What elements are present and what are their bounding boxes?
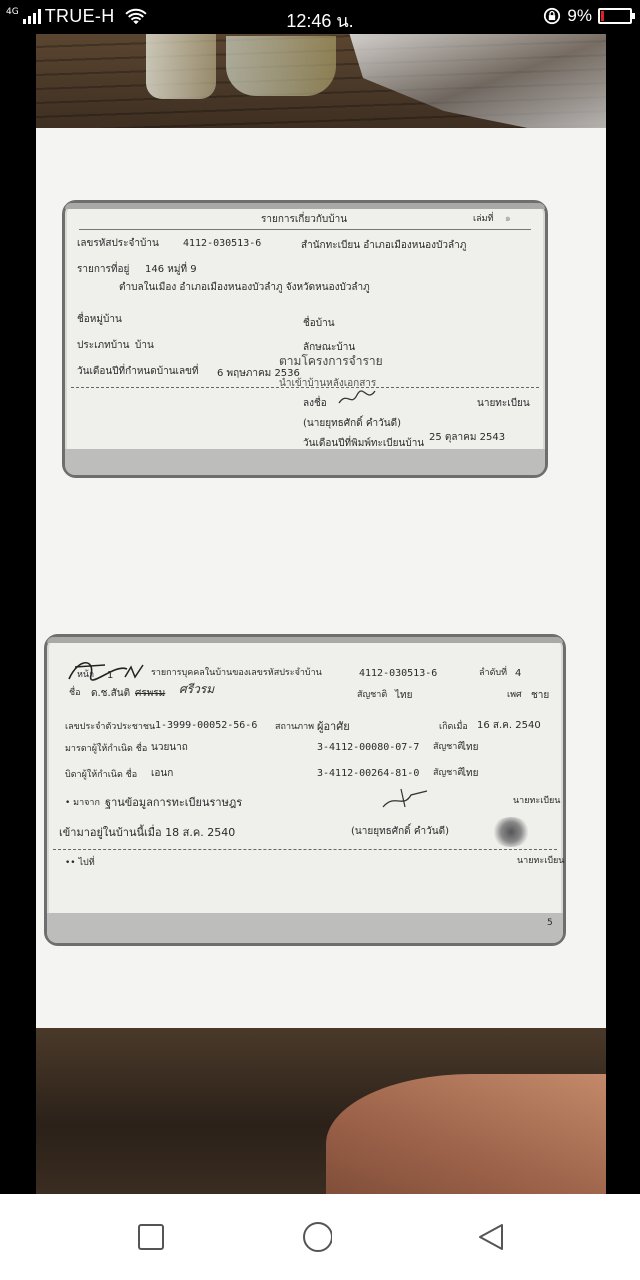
moved-from: ฐานข้อมูลการทะเบียนราษฎร bbox=[105, 796, 243, 809]
person-card-title: รายการบุคคลในบ้านของเลขรหัสประจำบ้าน bbox=[151, 668, 322, 678]
carrier-name: TRUE-H bbox=[44, 6, 115, 26]
order-label: ลำดับที่ bbox=[479, 668, 508, 678]
moved-out-label: •• ไปที่ bbox=[65, 858, 95, 868]
moved-in-text: เข้ามาอยู่ในบ้านนี้เมื่อ 18 ส.ค. 2540 bbox=[59, 826, 236, 839]
card-edge bbox=[47, 637, 563, 643]
nationality-label: สัญชาติ bbox=[357, 690, 388, 700]
person-name: ด.ช.สันติ bbox=[91, 688, 131, 699]
battery-icon bbox=[598, 8, 632, 24]
address-label: รายการที่อยู่ bbox=[77, 264, 130, 275]
card-footer-band bbox=[65, 449, 545, 475]
mother-id: 3-4112-00080-07-7 bbox=[317, 742, 420, 753]
house-info-card bbox=[62, 200, 548, 478]
id-label: เลขประจำตัวประชาชน bbox=[65, 722, 156, 732]
square-icon bbox=[137, 1223, 165, 1251]
navigation-bar bbox=[0, 1194, 640, 1280]
address-line1: 146 หมู่ที่ 9 bbox=[145, 264, 197, 275]
print-date: 25 ตุลาคม 2543 bbox=[429, 432, 506, 443]
back-triangle-icon bbox=[476, 1222, 506, 1252]
address-line2: ตำบลในเมือง อำเภอเมืองหนองบัวลำภู จังหวัดหนองบัวลำภู bbox=[119, 282, 370, 293]
dashed-separator bbox=[71, 387, 539, 388]
house-code-label: เลขรหัสประจำบ้าน bbox=[77, 238, 159, 249]
person-info-card bbox=[44, 634, 566, 946]
nationality: ไทย bbox=[395, 690, 413, 701]
mother-name: นวยนาถ bbox=[151, 742, 188, 753]
house-code: 4112-030513-6 bbox=[183, 238, 262, 249]
mother-label: มารดาผู้ให้กำเนิด ชื่อ bbox=[65, 744, 148, 754]
father-name: เอนก bbox=[151, 768, 174, 779]
status-right bbox=[543, 6, 632, 26]
header-rule bbox=[79, 229, 531, 230]
name-label: ชื่อ bbox=[69, 688, 81, 698]
house-type: บ้าน bbox=[135, 340, 154, 351]
recent-apps-button[interactable] bbox=[136, 1222, 166, 1252]
clock: 12:46 น. bbox=[286, 11, 354, 31]
card-edge bbox=[65, 203, 545, 209]
book-no-label: เล่มที่ bbox=[473, 214, 494, 224]
registrar-label: นายทะเบียน bbox=[477, 398, 530, 409]
book-no-value: ๑ bbox=[505, 214, 511, 224]
house-card-title: รายการเกี่ยวกับบ้าน bbox=[261, 214, 348, 225]
glass-object-2 bbox=[226, 36, 336, 96]
paper-sheet bbox=[36, 128, 606, 1028]
sign-label: ลงชื่อ bbox=[303, 398, 327, 409]
page-label: หน้า bbox=[77, 670, 95, 680]
sex-label: เพศ bbox=[507, 690, 522, 700]
battery-percent: 9% bbox=[567, 6, 592, 25]
order-no: 4 bbox=[515, 668, 522, 679]
stamp-text-1: ตามโครงการจำราย bbox=[279, 354, 383, 368]
house-code-2: 4112-030513-6 bbox=[359, 668, 438, 679]
home-button[interactable] bbox=[302, 1222, 332, 1252]
father-id: 3-4112-00264-81-0 bbox=[317, 768, 420, 779]
status-label: สถานภาพ bbox=[275, 722, 315, 732]
surname-struck: ศรพรม bbox=[135, 688, 166, 699]
dashed-separator-2 bbox=[53, 849, 557, 850]
registry-office: สำนักทะเบียน อำเภอเมืองหนองบัวลำภู bbox=[301, 240, 467, 251]
signature-2 bbox=[381, 787, 431, 813]
card-footer-band bbox=[47, 913, 563, 943]
registrar-name: (นายยุทธศักดิ์ คำวันดี) bbox=[303, 418, 401, 429]
house-name-label: ชื่อบ้าน bbox=[303, 318, 335, 329]
house-type-label: ประเภทบ้าน bbox=[77, 340, 130, 351]
stamp-text-2: นำเข้าบ้านหลังเอกสาร bbox=[279, 378, 377, 389]
rotation-lock-icon bbox=[543, 7, 561, 25]
glass-object bbox=[146, 34, 216, 99]
registrar-name-2: (นายยุทธศักดิ์ คำวันดี) bbox=[351, 826, 449, 837]
village-label: ชื่อหมู่บ้าน bbox=[77, 314, 122, 325]
id-number: 1-3999-00052-56-6 bbox=[155, 720, 258, 731]
house-feature-label: ลักษณะบ้าน bbox=[303, 342, 356, 353]
photo-viewer-image[interactable] bbox=[36, 34, 606, 1194]
father-nationality: ไทย bbox=[461, 768, 479, 779]
battery-level bbox=[601, 11, 604, 21]
handwritten-mark bbox=[123, 663, 151, 681]
page-corner-no: 5 bbox=[547, 918, 553, 928]
mother-nationality-label: สัญชาติ bbox=[433, 742, 464, 752]
assigned-date-label: วันเดือนปีที่กำหนดบ้านเลขที่ bbox=[77, 366, 199, 377]
sex: ชาย bbox=[531, 690, 550, 701]
network-type: 4G bbox=[6, 6, 19, 17]
status-bar bbox=[0, 0, 640, 34]
status-value: ผู้อาศัย bbox=[317, 720, 350, 733]
page-no: 1 bbox=[107, 670, 114, 681]
handwritten-scribble bbox=[65, 653, 131, 685]
birth-date: 16 ส.ค. 2540 bbox=[477, 720, 541, 731]
back-button[interactable] bbox=[476, 1222, 506, 1252]
signature-1 bbox=[337, 387, 377, 409]
surname-handwritten: ศรีวรม bbox=[179, 682, 215, 696]
moved-from-label: • มาจาก bbox=[65, 798, 100, 808]
mother-nationality: ไทย bbox=[461, 742, 479, 753]
father-nationality-label: สัญชาติ bbox=[433, 768, 464, 778]
fingerprint-smudge bbox=[491, 817, 531, 847]
circle-icon bbox=[302, 1221, 332, 1253]
registrar-label-2: นายทะเบียน bbox=[513, 796, 561, 806]
registrar-label-3: นายทะเบียน bbox=[517, 856, 565, 866]
assigned-date: 6 พฤษภาคม 2536 bbox=[217, 368, 300, 379]
print-date-label: วันเดือนปีที่พิมพ์ทะเบียนบ้าน bbox=[303, 438, 425, 449]
birth-label: เกิดเมื่อ bbox=[439, 722, 468, 732]
father-label: บิดาผู้ให้กำเนิด ชื่อ bbox=[65, 770, 138, 780]
